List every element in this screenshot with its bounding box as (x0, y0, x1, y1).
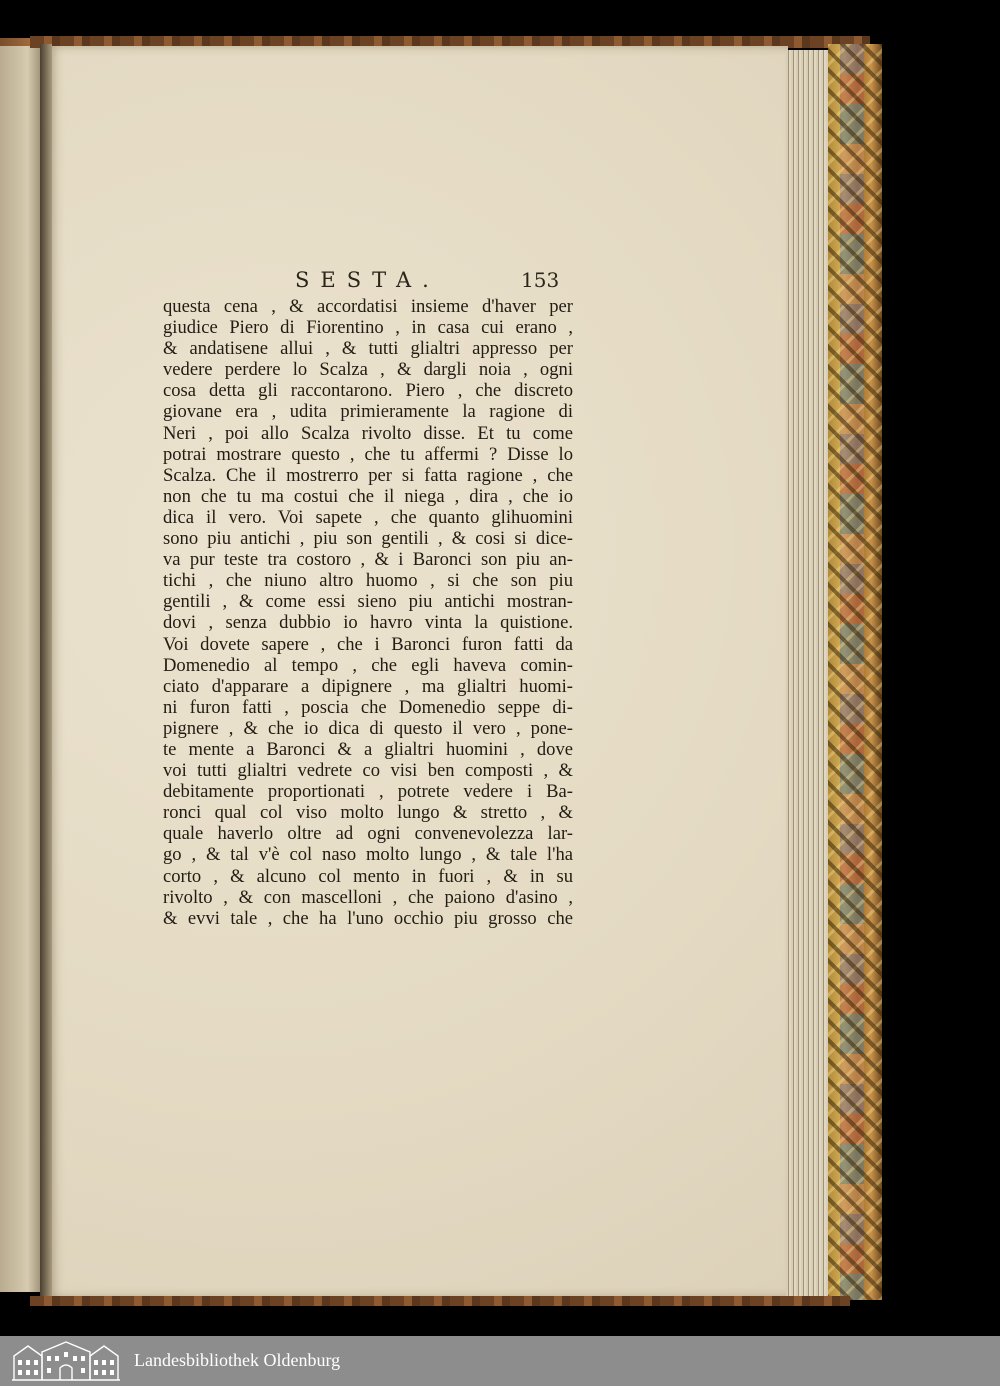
text-line: vedere perdere lo Scalza , & dargli noia , ogni (163, 359, 573, 381)
text-line: sono piu antichi , piu son gentili , & cosi si dice- (163, 528, 573, 550)
page-number: 153 (521, 268, 560, 292)
text-line: questa cena , & accordatisi insieme d'haver per (163, 296, 573, 317)
library-building-icon (10, 1340, 122, 1382)
gutter-shadow (40, 44, 52, 1296)
gilt-zigzag-pattern (828, 44, 882, 1300)
text-line: va pur teste tra costoro , & i Baronci son piu an- (163, 549, 573, 571)
text-line: pignere , & che io dica di questo il vero , pone- (163, 717, 573, 739)
text-line: dica il vero. Voi sapete , che quanto glihuomini (163, 506, 573, 528)
footer-bar (0, 1336, 1000, 1386)
text-line: giovane era , udita primieramente la ragione di (163, 401, 573, 423)
text-line: Scalza. Che il mostrerro per si fatta ragione , che (163, 464, 573, 486)
text-line: ronci qual col viso molto lungo & stretto , & (163, 802, 573, 824)
text-line: non che tu ma costui che il niega , dira , che io (163, 485, 573, 507)
text-line: Voi dovete sapere , che i Baronci furon fatti da (163, 633, 573, 655)
text-line: tichi , che niuno altro huomo , si che son piu (163, 570, 573, 592)
text-line: voi tutti glialtri vedrete co visi ben composti , & (163, 760, 573, 782)
text-line: gentili , & come essi sieno piu antichi mostran- (163, 591, 573, 613)
text-line: go , & tal v'è col naso molto lungo , & tale l'ha (163, 844, 573, 866)
text-line: corto , & alcuno col mento in fuori , & in su (163, 865, 573, 887)
text-line: ni furon fatti , poscia che Domenedio seppe di- (163, 696, 573, 718)
text-line: ciato d'apparare a dipignere , ma glialtri huomi- (163, 675, 573, 697)
text-line: rivolto , & con mascelloni , che paiono d'asino , (163, 886, 573, 908)
text-line: giudice Piero di Fiorentino , in casa cui erano , (163, 317, 573, 339)
body-text (163, 296, 573, 929)
bottom-binding-edge (30, 1296, 850, 1306)
text-line: Neri , poi allo Scalza rivolto disse. Et tu come (163, 422, 573, 444)
text-line: & evvi tale , che ha l'uno occhio piu grosso che (163, 907, 573, 929)
text-line: dovi , senza dubbio io havro vinta la quistione. (163, 612, 573, 634)
text-line: te mente a Baronci & a glialtri huomini , dove (163, 738, 573, 760)
library-name: Landesbibliothek Oldenburg (134, 1350, 341, 1370)
running-head (295, 268, 595, 296)
page-edges (786, 50, 830, 1296)
text-line: debitamente proportionati , potrete vedere i Ba- (163, 781, 573, 803)
text-line: quale haverlo oltre ad ogni convenevolezza lar- (163, 823, 573, 845)
running-title: SESTA. (295, 268, 440, 292)
text-line: Domenedio al tempo , che egli haveva comin- (163, 654, 573, 676)
text-line: & andatisene allui , & tutti glialtri appresso per (163, 338, 573, 360)
text-line: potrai mostrare questo , che tu affermi ? Disse lo (163, 443, 573, 465)
book-cover-edge (828, 44, 882, 1300)
text-line: cosa detta gli raccontarono. Piero , che discreto (163, 380, 573, 402)
